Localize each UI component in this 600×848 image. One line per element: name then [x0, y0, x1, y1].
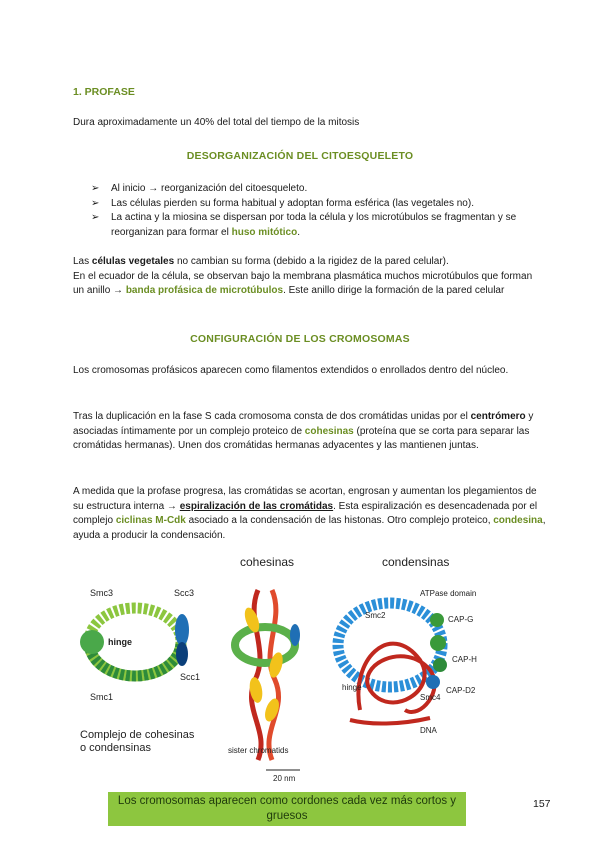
- cohesin-ring-diagram: [80, 588, 200, 754]
- ciclinas-highlight: ciclinas M-Cdk: [115, 515, 186, 526]
- arrow-bullet-icon: ➢: [91, 197, 100, 209]
- label-capd2: CAP-D2: [446, 686, 476, 695]
- label-scc3: Scc3: [174, 588, 195, 598]
- label-dna: DNA: [420, 726, 437, 735]
- celulas-vegetales-bold: células vegetales: [91, 256, 175, 267]
- label-scc1: Scc1: [180, 672, 201, 682]
- subtitle-citoesqueleto: DESORGANIZACIÓN DEL CITOESQUELETO: [186, 150, 414, 162]
- label-smc2: Smc2: [365, 611, 386, 620]
- label-hinge: hinge: [108, 637, 132, 647]
- bullet-list: [91, 182, 551, 240]
- banda-profasica-highlight: banda profásica de microtúbulos: [125, 285, 284, 296]
- subtitle-cromosomas: CONFIGURACIÓN DE LOS CROMOSOMAS: [190, 333, 410, 345]
- hinge-domain-shape: [80, 630, 104, 654]
- condensin-diagram: [338, 589, 477, 735]
- condesina-highlight: condesina: [493, 515, 543, 526]
- page-number: 157: [533, 798, 551, 810]
- label-caph: CAP-H: [452, 655, 477, 664]
- arrow-bullet-icon: ➢: [91, 183, 100, 194]
- sister-chromatids-diagram: [228, 590, 300, 783]
- label-capg: CAP-G: [448, 615, 474, 624]
- bullet-item: ➢ Al inicio → reorganización del citoesqueleto.: [91, 182, 551, 197]
- bullet-item: ➢ Las células pierden su forma habitual y adoptan forma esférica (las vegetales no).: [91, 197, 551, 212]
- centromero-bold: centrómero: [470, 411, 526, 422]
- arrow-bullet-icon: ➢: [91, 212, 100, 223]
- huso-mitotico-highlight: huso mitótico: [231, 226, 298, 238]
- bullet-item: ➢ La actina y la miosina se dispersan por toda la célula y los microtúbulos se fragmentan y se reorganizan para formar el huso mitótico.: [91, 212, 517, 238]
- paragraph-cromosomas: Los cromosomas profásicos aparecen como filamentos extendidos o enrollados dentro del núcleo.: [73, 365, 509, 376]
- left-caption-2: o condensinas: [80, 742, 151, 754]
- section-title: 1. PROFASE: [73, 86, 135, 98]
- label-scale: 20 nm: [273, 774, 296, 783]
- paragraph-espiralizacion: A medida que la profase progresa, las cromátidas se acortan, engrosan y aumentan los plegamientos de su estructura interna → espiralización de las cromátidas. Esta espiralización es desencadenada por el complejo ciclinas M-Cdk asociado a la condensación de las histonas. Otro complejo proteico, condesina, ayuda a producir la condensación.: [73, 486, 546, 541]
- paragraph-cohesinas: Tras la duplicación en la fase S cada cromosoma consta de dos cromátidas unidas por el centrómero y asociadas íntimamente por un complejo proteico de cohesinas (proteína que se corta para separar las cromátidas hermanas). Unen dos cromátidas hermanas adyacentes y las mantienen juntas.: [73, 411, 534, 451]
- cohesinas-highlight: cohesinas: [304, 425, 354, 437]
- cohesin-condensin-figure: [60, 550, 550, 785]
- intro-text: Dura aproximadamente un 40% del total del tiempo de la mitosis: [73, 117, 360, 128]
- label-hinge-condensin: hinge: [342, 683, 362, 692]
- figure-caption-box: Los cromosomas aparecen como cordones cada vez más cortos y gruesos: [108, 792, 466, 826]
- label-atpase: ATPase domain: [420, 589, 477, 598]
- label-cohesinas: cohesinas: [240, 555, 295, 569]
- label-sister-chromatids: sister chromatids: [228, 746, 289, 755]
- label-condensinas: condensinas: [382, 555, 450, 569]
- label-smc4: Smc4: [420, 693, 441, 702]
- label-smc1: Smc1: [90, 692, 114, 702]
- left-caption-1: Complejo de cohesinas: [80, 729, 195, 741]
- espiralizacion-underlined: espiralización de las cromátidas: [179, 500, 334, 512]
- plant-cells-paragraph: Las células vegetales no cambian su forma (debido a la rigidez de la pared celular). En el ecuador de la célula, se observan bajo la membrana plasmática muchos microtúbulos que forman un anillo → banda profásica de microtúbulos. Este anillo dirige la formación de la pared celular: [73, 256, 533, 296]
- label-smc3: Smc3: [90, 588, 114, 598]
